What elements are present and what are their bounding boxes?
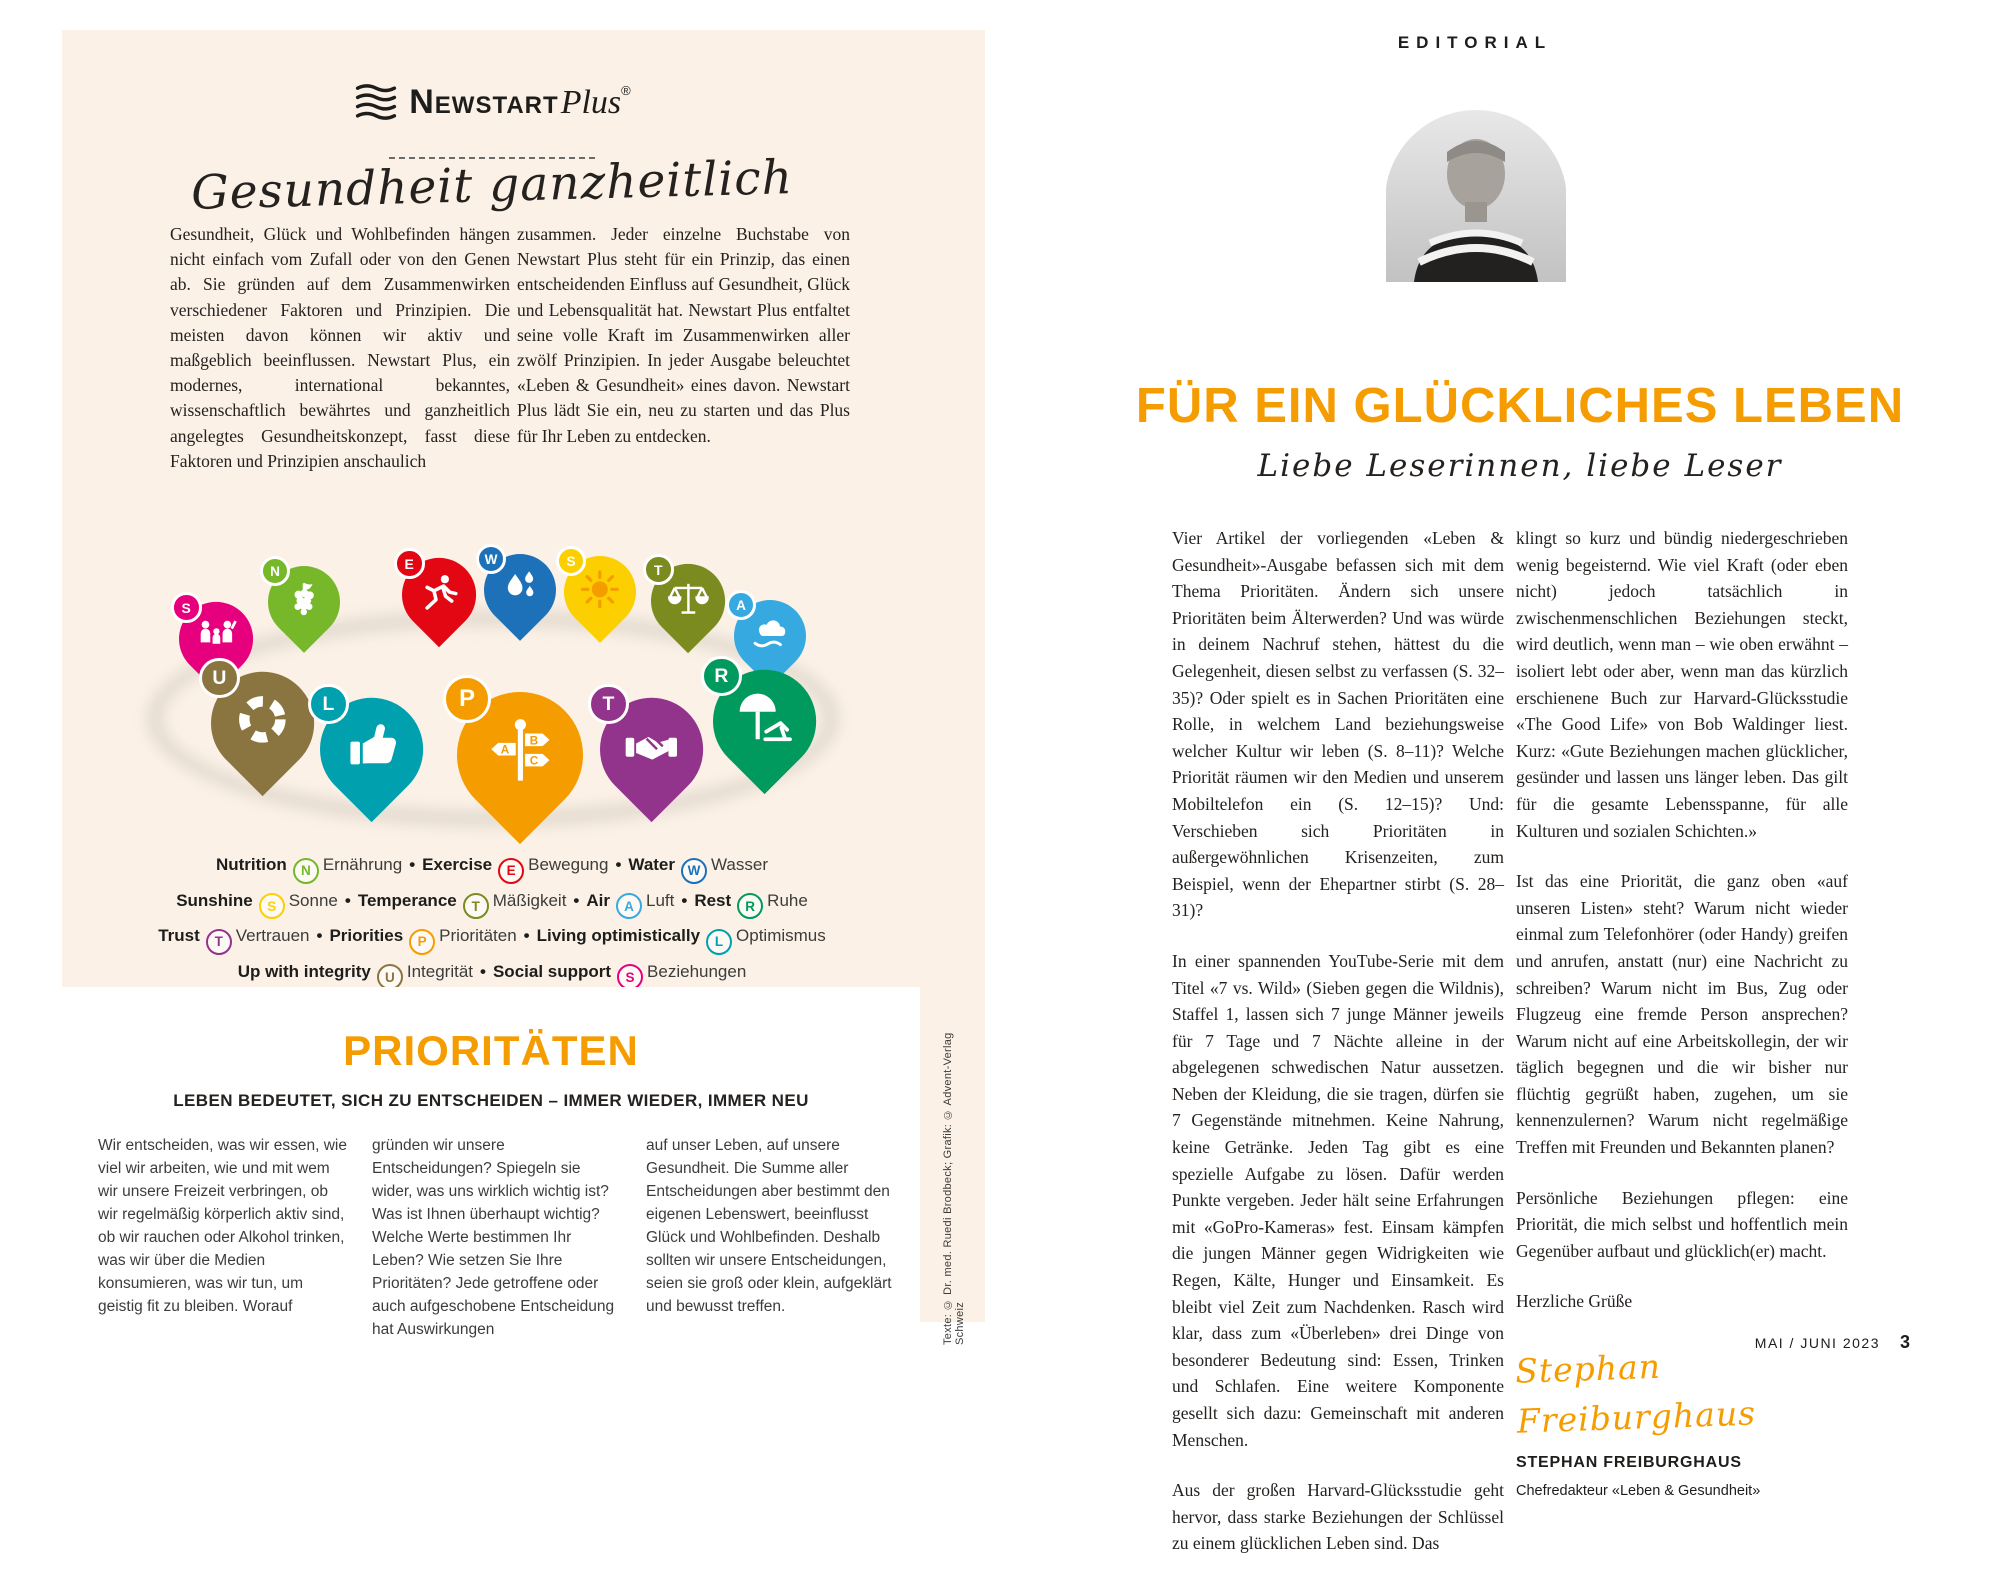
legend-item-water: Water W Wasser xyxy=(628,855,768,874)
author-role: Chefredakteur «Leben & Gesundheit» xyxy=(1516,1482,1761,1499)
shield-letter-badge: T xyxy=(643,554,674,585)
legend-item-nutrition: Nutrition N Ernährung xyxy=(216,855,402,874)
principle-shield-up-with-integrity xyxy=(205,666,319,780)
principle-shield-trust xyxy=(594,692,708,806)
legend-row-4: Up with integrity U Integrität • Social support S Beziehungen xyxy=(62,955,922,991)
paragraph: Persönliche Beziehungen pflegen: eine Priorität, die mich selbst und hoffentlich mein Gegenüber aufbaut und glücklich(er) macht. xyxy=(1516,1187,1848,1261)
principle-shield-rest xyxy=(707,664,821,778)
author-name: STEPHAN FREIBURGHAUS xyxy=(1516,1454,1742,1472)
principle-shield-exercise xyxy=(398,554,480,636)
shield-letter-badge: E xyxy=(394,548,425,579)
brand-suffix-text: Plus xyxy=(560,83,622,121)
principles-legend xyxy=(62,848,922,990)
image-text-credit: Texte: © Dr. med. Ruedi Brodbeck; Grafik: © Advent-Verlag Schweiz xyxy=(942,1032,966,1345)
legend-item-trust: Trust T Vertrauen xyxy=(158,926,309,945)
legend-item-living-optimistically: Living optimistically L Optimismus xyxy=(537,926,826,945)
svg-text:B: B xyxy=(529,734,538,748)
paragraph: Vier Artikel der vorliegenden «Leben & Gesundheit»-Ausgabe befassen sich mit dem Thema Prioritäten. Ändern sich unsere Prioritäten beim Älterwerden? Und was würde in deinem Nachruf stehen, hättest du die Gelegenheit, diesen selbst zu verfassen (S. 32–35)? Oder spielt es in Sachen Prioritäten eine Rolle, in welchem Land beziehungsweise welcher Kultur wir leben (S. 8–11)? Welche Priorität räumen wir den Medien und unserem Mobiltelefon ein (S. 12–15)? Und: Verschieben sich Prioritäten in außergewöhnlichen Krisenzeiten, zum Beispiel, wenn der Ehepartner stirbt (S. 28–31)? xyxy=(1172,528,1504,921)
brand-wordmark xyxy=(409,83,630,122)
right-page xyxy=(1040,0,2000,1554)
shield-letter-badge: S xyxy=(171,592,202,623)
legend-item-up-with-integrity: Up with integrity U Integrität xyxy=(238,962,473,981)
principle-shield-water xyxy=(480,550,560,630)
legend-item-rest: Rest R Ruhe xyxy=(694,891,808,910)
legend-item-priorities: Priorities P Prioritäten xyxy=(329,926,516,945)
priorities-text xyxy=(98,1135,898,1341)
legend-item-exercise: Exercise E Bewegung xyxy=(422,855,608,874)
page-footer xyxy=(1755,1332,1910,1353)
shield-letter-badge: T xyxy=(588,684,628,724)
principle-shield-temperance xyxy=(647,560,729,642)
priorities-column-2: gründen wir unsere Entscheidungen? Spiegeln sie wider, was uns wirklich wichtig ist? Was ist Ihnen überhaupt wichtig? Welche Werte bestimmen Ihr Leben? Wie setzen Sie Ihre Prioritäten? Jede getroffene oder auch aufgeschobene Entscheidung hat Auswirkungen xyxy=(372,1137,615,1338)
page-number: 3 xyxy=(1899,1332,1910,1352)
principles-circle xyxy=(62,500,922,860)
paragraph: Aus der großen Harvard-Glücksstudie geht hervor, dass starke Beziehungen der Schlüssel zu einem glücklichen Leben sind. Das xyxy=(1172,1480,1504,1554)
shield-letter-badge: P xyxy=(443,675,491,723)
shield-letter-badge: A xyxy=(726,590,756,620)
legend-row-2: Sunshine S Sonne • Temperance T Mäßigkeit • Air A Luft • Rest R Ruhe xyxy=(62,884,922,920)
registered-mark: ® xyxy=(621,82,631,98)
priorities-article-box xyxy=(62,987,920,1338)
priorities-heading: PRIORITÄTEN xyxy=(343,1027,639,1074)
legend-row-1: Nutrition N Ernährung • Exercise E Bewegung • Water W Wasser xyxy=(62,848,922,884)
principle-shield-priorities xyxy=(450,685,590,825)
editor-portrait-photo xyxy=(1385,110,1567,282)
priorities-column-1: Wir entscheiden, was wir essen, wie viel wir arbeiten, wie und mit wem wir unsere Freizeit verbringen, ob wir regelmäßig körperlich aktiv sind, ob wir rauchen oder Alkohol trinken, was wir über die Medien konsumieren, was wir tun, um geistig fit zu bleiben. Worauf xyxy=(98,1137,347,1315)
waves-logo-icon xyxy=(353,82,399,122)
shield-letter-badge: S xyxy=(556,546,586,576)
principle-shield-living-optimistically xyxy=(314,692,428,806)
editorial-column-1 xyxy=(1172,525,1504,1581)
principle-shield-sunshine xyxy=(560,552,640,632)
legend-item-sunshine: Sunshine S Sonne xyxy=(176,891,338,910)
intro-column-2: zusammen. Jeder einzelne Buchstabe von Newstart Plus steht für ein Prinzip, das einen entscheidenden Einfluss auf Gesundheit, Glück und Lebensqualität hat. Newstart Plus entfaltet seine volle Kraft im Zusammenwirken aller zwölf Prinzipien. In jeder Ausgabe beleuchtet «Leben & Gesundheit» eines davon. Newstart Plus lädt Sie ein, neu zu starten und das Plus für Ihr Leben zu entdecken. xyxy=(517,224,850,446)
shield-letter-badge: R xyxy=(701,656,741,696)
intro-column-1: Gesundheit, Glück und Wohlbefinden hängen nicht einfach vom Zufall oder von den Genen ab. Sie gründen auf dem Zusammenwirken verschiedener Faktoren und Prinzipien. Die meisten davon können wir aktiv und maßgeblich beeinflussen. Newstart Plus, ein modernes, international bekanntes, wissenschaftlich bewährtes und ganzheitlich angelegtes Gesundheitskonzept, fasst diese Faktoren und Prinzipien anschaulich xyxy=(170,224,510,471)
legend-item-air: Air A Luft xyxy=(586,891,674,910)
priorities-column-3: auf unser Leben, auf unsere Gesundheit. Die Summe aller Entscheidungen aber bestimmt den eigenen Lebenswert, beeinflusst Glück und Wohlbefinden. Deshalb sollten wir unsere Entscheidungen, seien sie groß oder klein, aufgeklärt und bewusst treffen. xyxy=(646,1137,892,1315)
left-page xyxy=(62,30,985,1345)
editorial-kicker: EDITORIAL xyxy=(1397,33,1553,52)
editorial-greeting-script: Liebe Leserinnen, liebe Leser xyxy=(1257,448,1783,484)
shield-letter-badge: U xyxy=(199,658,239,698)
shield-letter-badge: W xyxy=(476,544,506,574)
principle-shield-nutrition xyxy=(264,562,344,642)
issue-date: MAI / JUNI 2023 xyxy=(1754,1335,1880,1351)
legend-item-temperance: Temperance T Mäßigkeit xyxy=(358,891,567,910)
handwritten-title: Gesundheit ganzheitlich xyxy=(190,150,794,221)
paragraph: Ist das eine Priorität, die ganz oben «auf unseren Listen» steht? Warum nicht wieder einmal zum Telefonhörer (oder Handy) greifen und anrufen, anstatt (nur) eine Nachricht zu schreiben? Warum nicht im Bus, Zug oder Flugzeug eine fremde Person ansprechen? Warum nicht auf eine Arbeitskollegin, der wir täglich begegnen und die wir bisher nur flüchtig gegrüßt haben, zugehen, um sie kennenzulernen? Warum nicht regelmäßige Treffen mit Freunden und Bekannten planen? xyxy=(1516,871,1848,1158)
newstart-plus-logo xyxy=(62,82,922,122)
brand-main-text: Newstart xyxy=(409,82,559,121)
intro-text xyxy=(170,222,850,474)
priorities-subheading: LEBEN BEDEUTET, SICH ZU ENTSCHEIDEN – IMMER WIEDER, IMMER NEU xyxy=(173,1091,809,1110)
editorial-column-2 xyxy=(1516,525,1848,1581)
paragraph: klingt so kurz und bündig niedergeschrieben wenig begeisternd. Wie viel Kraft (oder eben nicht) jedoch tatsächlich in zwischenmenschlichen Beziehungen steckt, wird deutlich, wenn man – wie oben erwähnt – isoliert lebt oder aber, wenn man das kürzlich erschienene Buch zur Harvard-Glücksstudie «The Good Life» von Bob Waldinger liest. Kurz: «Gute Beziehungen machen glücklicher, gesünder und lassen uns länger leben. Das gilt für die gesamte Lebensspanne, für alle Kulturen und sozialen Schichten.» xyxy=(1516,528,1848,841)
paragraph: Herzliche Grüße xyxy=(1516,1291,1633,1312)
legend-item-social-support: Social support S Beziehungen xyxy=(493,962,746,981)
svg-text:C: C xyxy=(529,755,538,769)
legend-row-3: Trust T Vertrauen • Priorities P Prioritäten • Living optimistically L Optimismus xyxy=(62,919,922,955)
paragraph: In einer spannenden YouTube-Serie mit dem Titel «7 vs. Wild» (Sieben gegen die Wildnis), Staffel 1, lassen sich 7 junge Männer jeweils für 7 Tage und 7 Nächte alleine in der abgelegenen schwedischen Natur aussetzen. Neben der Kleidung, die sie tragen, dürfen sie 7 Gegenstände mitnehmen. Keine Nahrung, keine Getränke. Jeden Tag gibt es eine spezielle Aufgabe zu lösen. Dafür werden Punkte vergeben. Jeder hält seine Erfahrungen mit «GoPro-Kameras» fest. Einsam kämpfen die jungen Männer gegen Widrigkeiten wie Regen, Kälte, Hunger und Einsamkeit. Es bleibt viel Zeit zum Nachdenken. Rasch wird klar, dass zum «Überleben» drei Dinge von besonderer Bedeutung sind: Essen, Trinken und Schlafen. Eine weitere Komponente gesellt sich dazu: Gemeinschaft mit anderen Menschen. xyxy=(1172,950,1504,1450)
shield-letter-badge: N xyxy=(260,556,290,586)
editorial-title: FÜR EIN GLÜCKLICHES LEBEN xyxy=(1135,379,1905,433)
shield-letter-badge: L xyxy=(308,684,348,724)
editorial-text xyxy=(1172,525,1848,1581)
svg-text:A: A xyxy=(500,744,509,758)
editor-signature: Stephan Freiburghaus xyxy=(1514,1346,1757,1441)
